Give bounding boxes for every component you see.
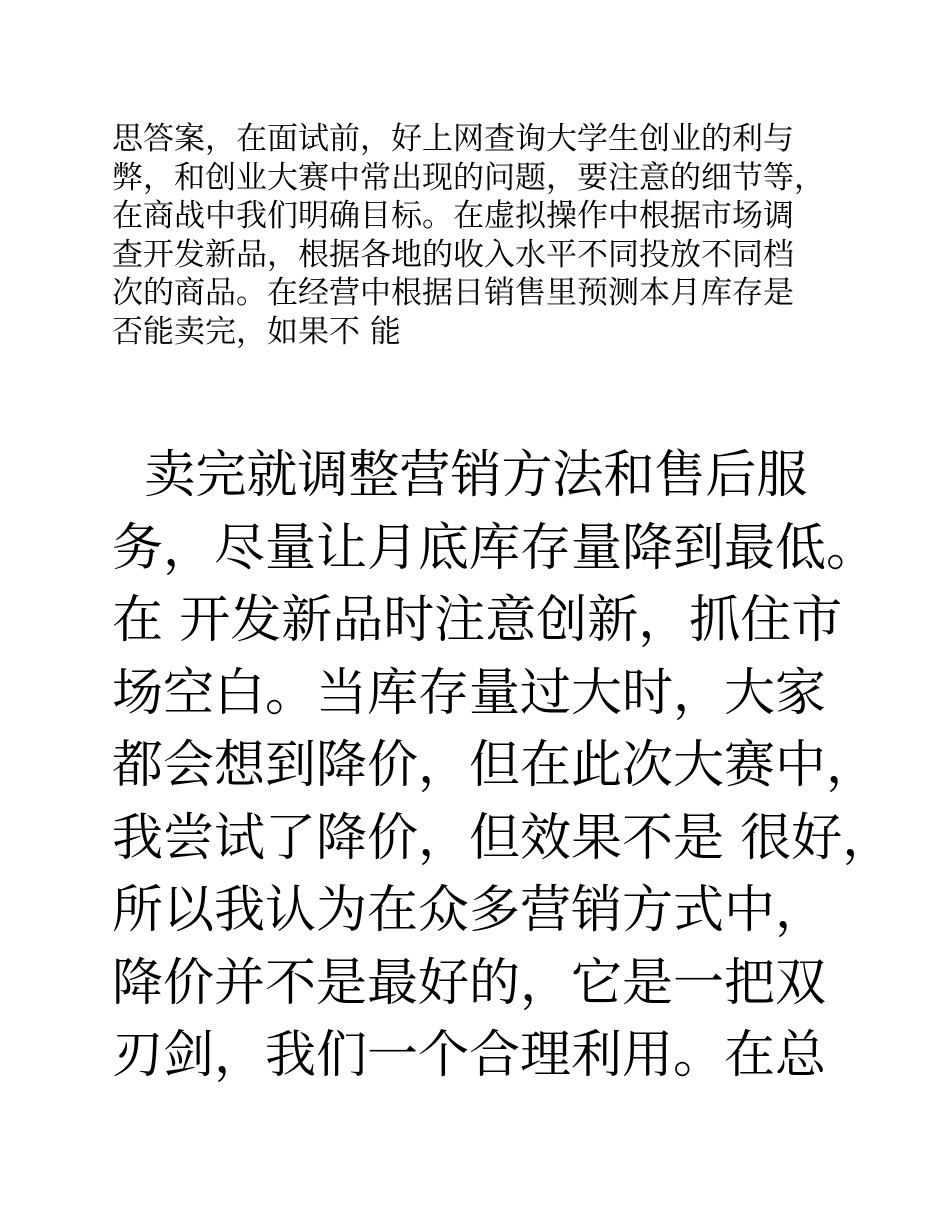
paragraph-large-text [112,440,892,1093]
text-line: 思答案，在面试前，好上网查询大学生创业的利与 [112,121,794,157]
text-line: 在商战中我们明确目标。在虚拟操作中根据市场调 [112,198,794,234]
text-line: 次的商品。在经营中根据日销售里预测本月库存是 [112,275,794,311]
text-line: 刃剑，我们一个合理利用。在总 [112,1026,827,1085]
text-line: 弊，和创业大赛中常出现的问题，要注意的细节等， [112,159,825,196]
text-line: 查开发新品，根据各地的收入水平不同投放不同档 [112,236,794,273]
text-line: 我尝试了降价，但效果不是 很好， [112,808,894,868]
text-line: 务，尽量让月底库存量降到最低。 [112,518,878,578]
text-line: 否能卖完，如果不 能 [112,313,401,350]
text-line: 所以我认为在众多营销方式中， [112,881,827,940]
text-line: 都会想到降价，但在此次大赛中， [112,736,878,795]
text-line: 卖完就调整营销方法和售后服 [112,446,808,505]
paragraph-small-text [112,120,872,351]
text-line: 降价并不是最好的，它是一把双 [112,953,827,1013]
text-line: 场空白。当库存量过大时，大家 [112,663,827,723]
text-line: 在 开发新品时注意创新，抓住市 [112,591,843,650]
